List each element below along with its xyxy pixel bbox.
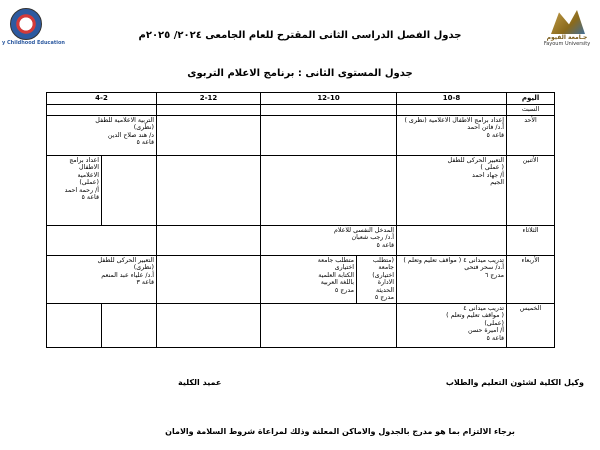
class-mon-2-4: اعداد برامج الاطفال الاعلامية (عملى) أ/ رحمة احمد قاعة ٥ [47,155,102,225]
day-thursday: الخميس [507,303,555,347]
day-tuesday: الثلاثاء [507,225,555,255]
university-emblem-icon [547,10,587,34]
time-header-8-10: 10-8 [397,93,507,105]
day-monday: الأثنين [507,155,555,225]
faculty-emblem-icon [10,8,42,40]
time-header-10-12: 12-10 [261,93,397,105]
table-row-sunday [47,115,555,155]
day-sunday: الأحد [507,115,555,155]
table-row-monday [47,155,555,225]
day-wednesday: الأربعاء [507,255,555,303]
day-saturday: السبت [507,105,555,116]
class-wed-10-11: (متطلب جامعة اختيارى) الادارة الحديثة مدرج ٥ [357,255,397,303]
table-row-thursday [47,303,555,347]
page-subtitle: جدول المستوى الثانى : برنامج الاعلام التربوى [187,68,413,79]
class-wed-8-10: تدريب ميدانى ٤ ( مواقف تعليم وتعلم ) أ.د/ سحر فتحى مدرج ٦ [397,255,507,303]
table-row-wednesday [47,255,555,303]
faculty-logo-text: y Childhood Education [2,40,65,46]
class-sun-8-10: إعداد برامج الاطفال الاعلامية (نظرى ) أ.د/ فاتن احمد قاعة ٥ [397,115,507,155]
footer-note: برجاء الالتزام بما هو مدرج بالجدول والاماكن المعلنة وذلك لمراعاة شروط السلامة والامان [165,427,515,436]
day-header: اليوم [507,93,555,105]
time-header-2-4: 4-2 [47,93,157,105]
class-wed-2-4: التعبير الحركى للطفل (نظرى) أ.د/ علياء عبد المنعم قاعة ٣ [47,255,157,303]
schedule-table [46,92,555,348]
class-wed-11-12: متطلب جامعة اختيارى الكتابة العلمية باللغة العربية مدرج ٥ [261,255,357,303]
class-sun-2-4: التربية الاعلامية للطفل (نظرى) د/ هند صلاح الدين قاعة ٥ [47,115,157,155]
class-mon-8-10: التعبير الحركى للطفل ( عملى ) أ/ جهاد احمد الجيم [397,155,507,225]
dean-signature: عميد الكلية [178,378,222,387]
table-header-row [47,93,555,105]
class-tue-10-12: المدخل النفسى للاعلام أ.د/ رجب شعبان قاعة ٥ [261,225,397,255]
table-row-saturday [47,105,555,116]
university-logo-ar: جـامعة الفيوم [546,34,588,41]
time-header-12-2: 2-12 [157,93,261,105]
table-row-tuesday [47,225,555,255]
page-title: جدول الفصل الدراسى الثانى المقترح للعام الجامعى ٢٠٢٤/ ٢٠٢٥م [138,30,462,41]
class-thu-8-10: تدريب ميدانى ٤ ( مواقف تعليم وتعلم ) (عملى) أ/ اميرة حسن قاعة ٥ [397,303,507,347]
university-logo [542,10,592,47]
faculty-logo [2,8,65,46]
university-logo-en: Fayoum University [543,41,591,47]
vice-dean-signature: وكيل الكلية لشئون التعليم والطلاب [445,378,584,387]
